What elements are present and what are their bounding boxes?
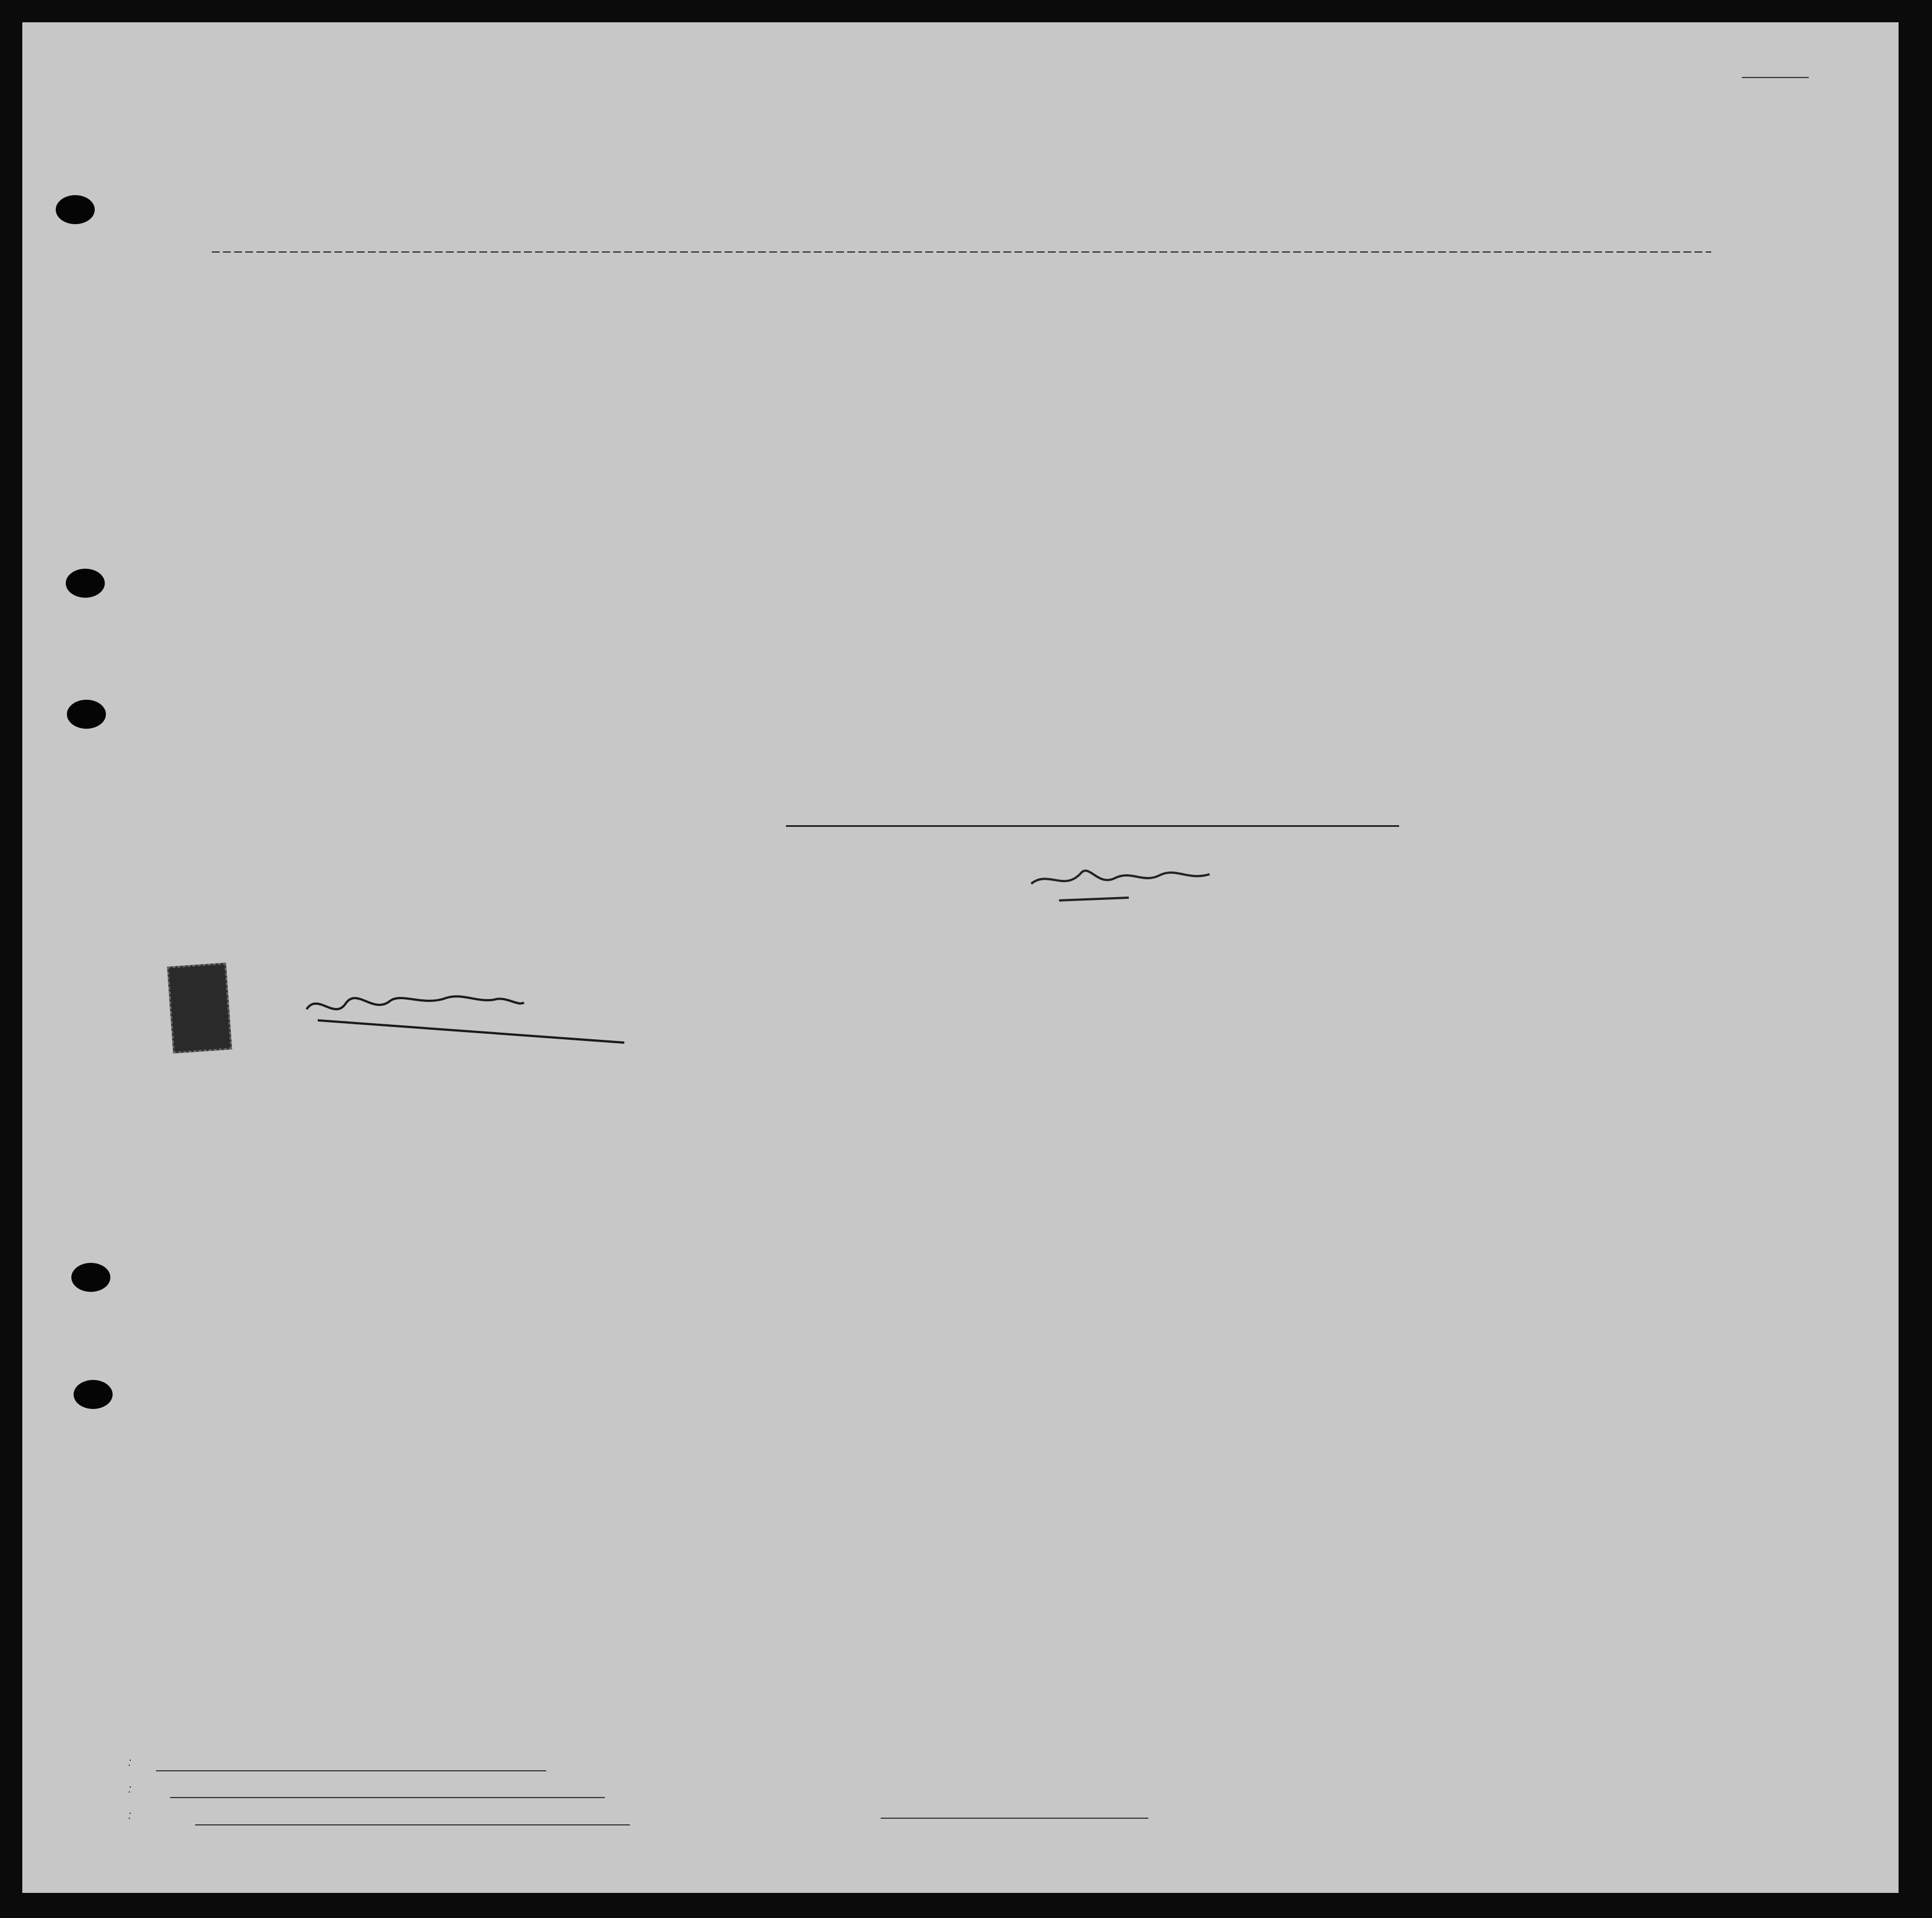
agents-underline [195,1824,630,1825]
agents-label: : [128,1809,132,1822]
consul-signature [134,853,635,1154]
manifest-sheet [22,22,1899,1893]
inspector-signature [22,22,1899,970]
line-underline [156,1770,546,1771]
visa-stamp-block [134,853,635,1154]
owners-underline [170,1797,605,1798]
line-label: : [128,1756,132,1769]
owners-label: : [128,1783,132,1795]
inspector-signature-line [881,1818,1148,1819]
